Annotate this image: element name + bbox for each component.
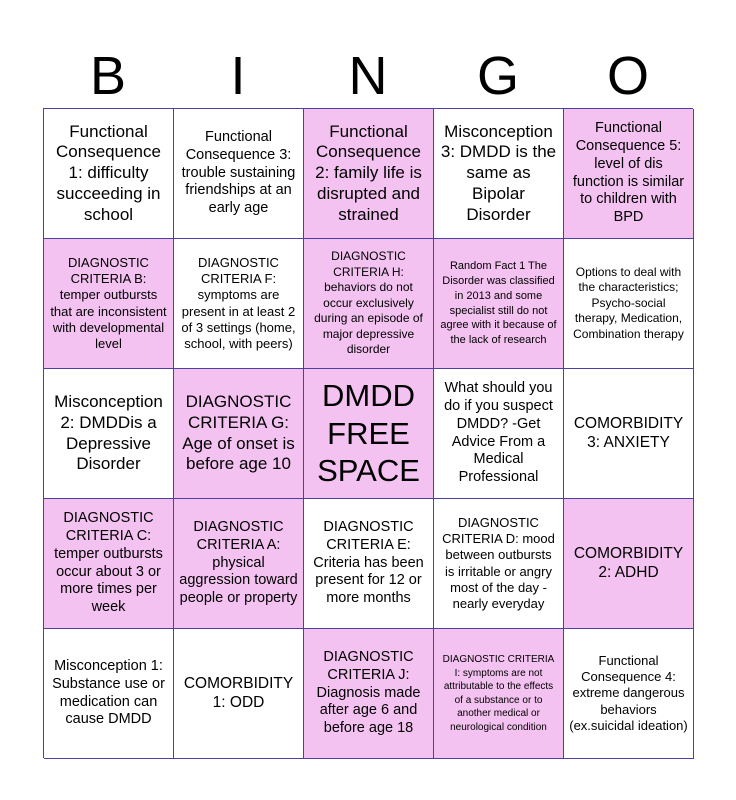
header-letter-n: N: [348, 46, 388, 106]
header-letter-o: O: [606, 46, 649, 106]
bingo-cell[interactable]: Misconception 2: DMDDis a Depressive Disorder: [44, 369, 174, 499]
bingo-cell[interactable]: DIAGNOSTIC CRITERIA I: symptoms are not attributable to the effects of a substance or to another medical or neurological condition: [434, 629, 564, 759]
bingo-cell[interactable]: DIAGNOSTIC CRITERIA B: temper outbursts that are inconsistent with developmental level: [44, 239, 174, 369]
header-letter-i: I: [230, 46, 246, 106]
bingo-cell[interactable]: Functional Consequence 2: family life is disrupted and strained: [304, 109, 434, 239]
header-letter-g: G: [476, 46, 519, 106]
bingo-cell[interactable]: DIAGNOSTIC CRITERIA F: symptoms are present in at least 2 of 3 settings (home, school, with peers): [174, 239, 304, 369]
bingo-cell[interactable]: Functional Consequence 1: difficulty succeeding in school: [44, 109, 174, 239]
bingo-cell[interactable]: COMORBIDITY 3: ANXIETY: [564, 369, 694, 499]
bingo-cell[interactable]: Functional Consequence 5: level of dis function is similar to children with BPD: [564, 109, 694, 239]
header-letter-b: B: [89, 46, 127, 106]
bingo-cell[interactable]: DIAGNOSTIC CRITERIA H: behaviors do not occur exclusively during an episode of major depressive disorder: [304, 239, 434, 369]
bingo-cell[interactable]: COMORBIDITY 1: ODD: [174, 629, 304, 759]
free-space-cell[interactable]: DMDD FREE SPACE: [304, 369, 434, 499]
bingo-header: [43, 44, 693, 108]
bingo-cell[interactable]: DIAGNOSTIC CRITERIA E: Criteria has been present for 12 or more months: [304, 499, 434, 629]
bingo-grid: [43, 108, 693, 758]
bingo-cell[interactable]: Misconception 1: Substance use or medication can cause DMDD: [44, 629, 174, 759]
bingo-cell[interactable]: DIAGNOSTIC CRITERIA A: physical aggression toward people or property: [174, 499, 304, 629]
bingo-cell[interactable]: Functional Consequence 3: trouble sustaining friendships at an early age: [174, 109, 304, 239]
bingo-cell[interactable]: Misconception 3: DMDD is the same as Bipolar Disorder: [434, 109, 564, 239]
bingo-cell[interactable]: DIAGNOSTIC CRITERIA G: Age of onset is before age 10: [174, 369, 304, 499]
bingo-cell[interactable]: Functional Consequence 4: extreme dangerous behaviors (ex.suicidal ideation): [564, 629, 694, 759]
bingo-cell[interactable]: DIAGNOSTIC CRITERIA J: Diagnosis made after age 6 and before age 18: [304, 629, 434, 759]
bingo-cell[interactable]: What should you do if you suspect DMDD? -Get Advice From a Medical Professional: [434, 369, 564, 499]
bingo-cell[interactable]: Options to deal with the characteristics; Psycho-social therapy, Medication, Combination therapy: [564, 239, 694, 369]
bingo-cell[interactable]: DIAGNOSTIC CRITERIA C: temper outbursts occur about 3 or more times per week: [44, 499, 174, 629]
bingo-cell[interactable]: COMORBIDITY 2: ADHD: [564, 499, 694, 629]
bingo-cell[interactable]: DIAGNOSTIC CRITERIA D: mood between outbursts is irritable or angry most of the day -nearly everyday: [434, 499, 564, 629]
bingo-cell[interactable]: Random Fact 1 The Disorder was classified in 2013 and some specialist still do not agree with it because of the lack of research: [434, 239, 564, 369]
